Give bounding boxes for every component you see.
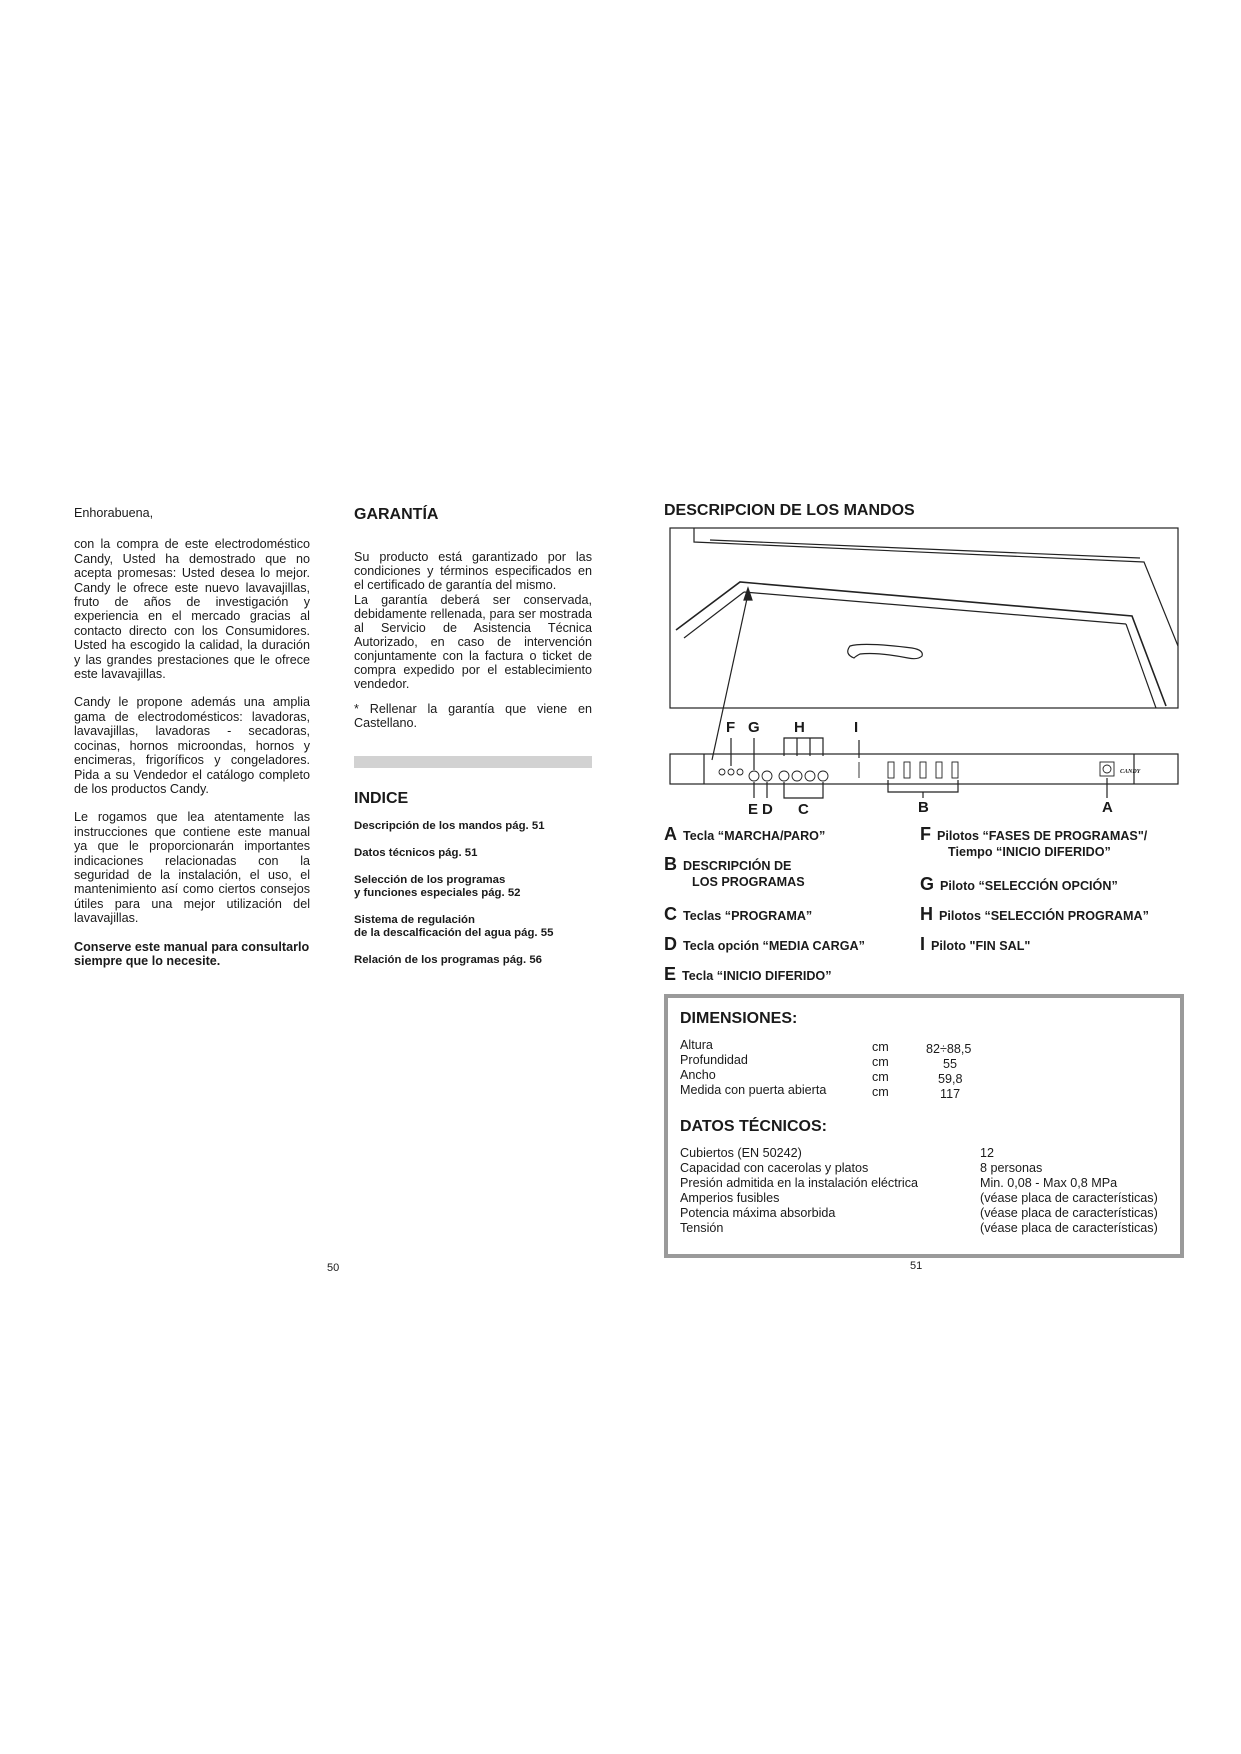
tech-label: Capacidad con cacerolas y platos [680,1161,869,1175]
greeting: Enhorabuena, [74,506,154,520]
dimension-value: 55 [943,1057,958,1071]
controls-title: DESCRIPCION DE LOS MANDOS [664,502,915,519]
dimension-unit: cm [872,1085,889,1099]
dimensions-title: DIMENSIONES: [680,1010,798,1027]
tech-value: 12 [980,1146,995,1160]
warranty-title: GARANTÍA [354,506,439,523]
technical-data-title: DATOS TÉCNICOS: [680,1118,827,1135]
label-H: H [794,719,805,736]
label-F: F [726,719,736,736]
label-C: C [798,801,809,818]
dimension-unit: cm [872,1040,889,1054]
label-B: B [918,799,929,816]
label-I: I [854,719,859,736]
tech-value: 8 personas [980,1161,1043,1175]
legend-item-E: E Tecla “INICIO DIFERIDO” [664,964,832,984]
tech-value: (véase placa de características) [980,1221,1158,1235]
tech-label: Potencia máxima absorbida [680,1206,836,1220]
index-item[interactable]: Descripción de los mandos pág. 51 [354,820,545,832]
intro-paragraph-2: Candy le propone además una amplia gama de electrodomésticos: lavadoras, lavavajillas, lavadoras - secadoras, cocinas, hornos microondas, hornos y encimeras, frigoríficos y congeladores. Pida a su Vendedor el catálogo completo de los productos Candy. [74,695,310,796]
warranty-paragraph-2: La garantía deberá ser conservada, debidamente rellenada, para ser mostrada al Servicio de Asistencia Técnica Autorizado, en caso de intervención conjuntamente con la factura o ticket de compra expedido por el establecimiento vendedor. [354,593,592,691]
dimension-label: Ancho [680,1068,716,1082]
brand-logo: CANDY [1120,769,1141,775]
legend-item-B: B DESCRIPCIÓN DE LOS PROGRAMAS [664,854,805,889]
dimension-value: 82÷88,5 [926,1042,972,1056]
intro-column [74,506,310,982]
tech-value: (véase placa de características) [980,1191,1158,1205]
page-number-left: 50 [327,1262,340,1274]
index-item[interactable]: Datos técnicos pág. 51 [354,847,478,859]
legend-item-G: G Piloto “SELECCIÓN OPCIÓN” [920,874,1118,894]
label-A: A [1102,799,1113,816]
label-E: E [748,801,759,818]
index-item[interactable]: Sistema de regulación de la descalficación del agua pág. 55 [354,914,554,939]
section-divider [354,756,592,768]
tech-label: Amperios fusibles [680,1191,780,1205]
legend-item-D: D Tecla opción “MEDIA CARGA” [664,934,865,954]
dimension-unit: cm [872,1055,889,1069]
legend-item-F: F Pilotos “FASES DE PROGRAMAS"/ Tiempo “INICIO DIFERIDO” [920,824,1148,859]
control-panel-diagram [664,526,1184,824]
intro-paragraph-3: Le rogamos que lea atentamente las instrucciones que contiene este manual ya que le proporcionarán importantes indicaciones relacionadas con la seguridad de la instalación, el uso, el mantenimiento así como ciertos consejos útiles para una mejor utilización del lavavajillas. [74,810,310,926]
dimension-label: Profundidad [680,1053,748,1067]
index-item[interactable]: Relación de los programas pág. 56 [354,954,543,966]
label-D: D [762,801,773,818]
warranty-column [354,508,592,979]
dimension-unit: cm [872,1070,889,1084]
tech-label: Tensión [680,1221,724,1235]
dimension-value: 59,8 [938,1072,963,1086]
legend-item-A: A Tecla “MARCHA/PARO” [664,824,826,844]
dimension-label: Medida con puerta abierta [680,1083,827,1097]
specs-box [664,994,1184,1258]
index-item[interactable]: Selección de los programas y funciones especiales pág. 52 [354,874,521,899]
tech-value: (véase placa de características) [980,1206,1158,1220]
dimension-label: Altura [680,1038,713,1052]
tech-label: Presión admitida en la instalación eléctrica [680,1176,919,1190]
tech-value: Min. 0,08 - Max 0,8 MPa [980,1176,1118,1190]
tech-label: Cubiertos (EN 50242) [680,1146,802,1160]
legend-item-H: H Pilotos “SELECCIÓN PROGRAMA” [920,904,1149,924]
legend-item-C: C Teclas “PROGRAMA” [664,904,813,924]
intro-paragraph-1: con la compra de este electrodoméstico Candy, Usted ha demostrado que no acepta promesas: Usted desea lo mejor. Candy le ofrece este nuevo lavavajillas, fruto de años de investigación y experiencia en el mercado gracias al contacto directo con los Consumidores. Usted ha escogido la calidad, la duración y las grandes prestaciones que le ofrece este lavavajillas. [74,537,310,682]
page-number-right: 51 [910,1260,923,1272]
label-G: G [748,719,760,736]
legend-item-I: I Piloto "FIN SAL" [920,934,1031,954]
warranty-paragraph-1: Su producto está garantizado por las condiciones y términos especificados en el certificado de garantía del mismo. [354,550,592,592]
warranty-paragraph-3: * Rellenar la garantía que viene en Castellano. [354,702,592,730]
keep-manual-note: Conserve este manual para consultarlo siempre que lo necesite. [74,939,310,968]
index-title: INDICE [354,790,409,807]
dimension-value: 117 [940,1087,961,1101]
